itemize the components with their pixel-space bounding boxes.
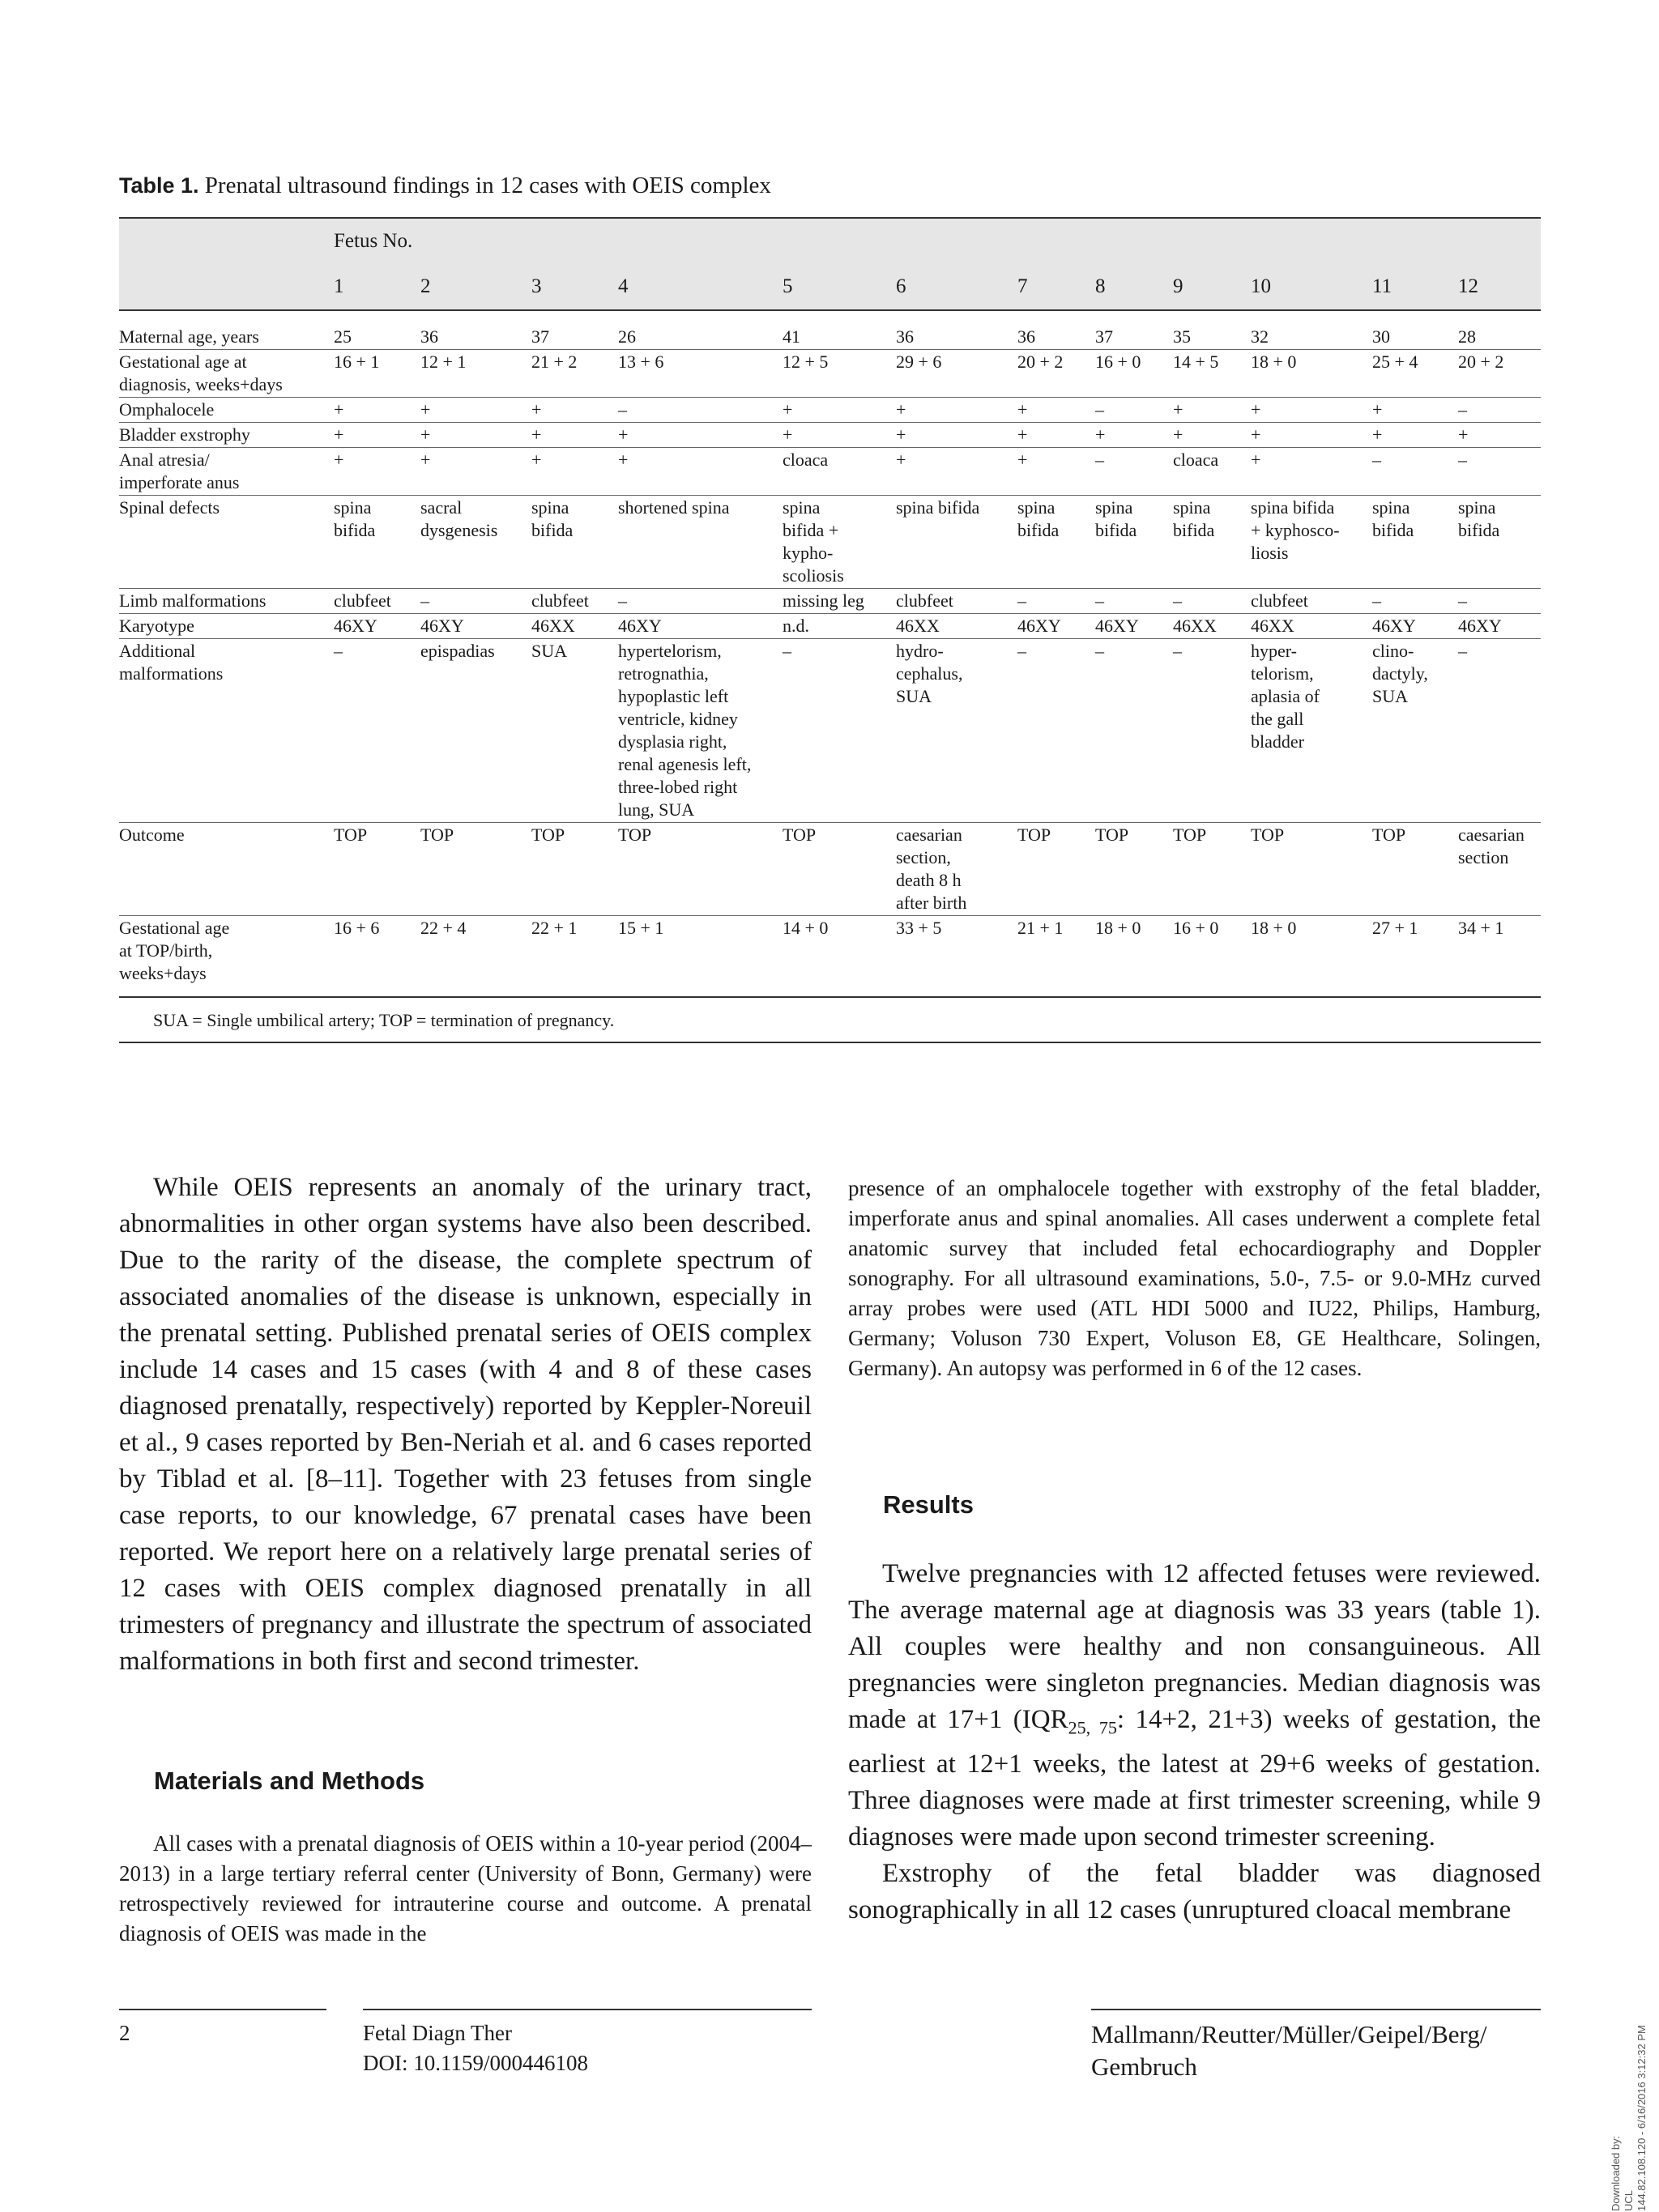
table-cell: 46XY (1458, 614, 1541, 639)
table-row (119, 398, 1541, 423)
results-heading: Results (883, 1490, 974, 1519)
methods-continued: presence of an omphalocele together with exstrophy of the fetal bladder, imperforate anus and spinal anomalies. All cases underwent a complete fetal anatomic survey that included fetal echocardiography and Doppler sonography. For all ultrasound examinations, 5.0-, 7.5- or 9.0-MHz curved array probes were used (ATL HDI 5000 and IU22, Philips, Hamburg, Germany; Voluson 730 Expert, Voluson E8, GE Healthcare, Solingen, Germany). An autopsy was performed in 6 of the 12 cases. (848, 1176, 1541, 1380)
table-cell: + (1251, 398, 1372, 423)
table-cell: – (1372, 448, 1458, 496)
table-cell: + (531, 423, 618, 448)
table-cell: 12 + 5 (783, 350, 896, 398)
table-cell: TOP (1372, 823, 1458, 916)
table-cell: – (1173, 639, 1251, 823)
table-cell: + (783, 398, 896, 423)
row-label: Karyotype (119, 614, 334, 639)
results-text-b: : 14+2, 21+3) weeks of gestation, the earliest at 12+1 weeks, the latest at 29+6 weeks of gestation. Three diagnoses were made at first trimester screening, while 9 diagnoses were made upon second trimester screening. (848, 1705, 1542, 1852)
row-label: Gestational age at diagnosis, weeks+days (119, 350, 334, 398)
left-column (119, 1170, 812, 1680)
table-cell: 20 + 2 (1017, 350, 1095, 398)
doi: DOI: 10.1159/000446108 (363, 2051, 588, 2075)
fetus-number: 2 (420, 264, 531, 310)
table-cell: + (420, 423, 531, 448)
table-cell: 46XX (531, 614, 618, 639)
table-cell: 25 (334, 326, 352, 347)
fetus-group-header: Fetus No. (334, 218, 1541, 264)
fetus-number: 7 (1017, 264, 1095, 310)
table-row (119, 423, 1541, 448)
fetus-number: 3 (531, 264, 618, 310)
table-cell: 18 + 0 (1251, 350, 1372, 398)
table-cell: spina bifida + kyphosco- liosis (1251, 496, 1372, 589)
table-cell: hydro- cephalus, SUA (896, 639, 1017, 823)
table-cell: – (1173, 589, 1251, 614)
table-cell: 21 + 2 (531, 350, 618, 398)
results-text-a: Twelve pregnancies with 12 affected fetuses were reviewed. The average maternal age at diagnosis was 33 years (table 1). All couples were healthy and non consanguineous. All pregnancies were singleton pregnancies. Median diagnosis was made at 17+1 (IQR (848, 1559, 1541, 1734)
table-cell: + (783, 423, 896, 448)
fetus-number: 12 (1458, 264, 1541, 310)
table-cell: 18 + 0 (1251, 916, 1372, 998)
row-label: Maternal age, years (119, 326, 259, 347)
table-cell: 26 (618, 326, 636, 347)
table-cell: 22 + 4 (420, 916, 531, 998)
row-label: Spinal defects (119, 496, 334, 589)
table-cell: clubfeet (531, 589, 618, 614)
table-cell: + (334, 398, 420, 423)
table-cell: – (783, 639, 896, 823)
iqr-subscript: 25, 75 (1068, 1717, 1117, 1738)
authors-line-2: Gembruch (1091, 2052, 1197, 2081)
table-cell: + (1173, 398, 1251, 423)
row-label: Omphalocele (119, 398, 334, 423)
table-cell: + (1017, 423, 1095, 448)
table-cell: 46XY (618, 614, 783, 639)
methods-block (119, 1829, 812, 1949)
table-cell: + (334, 423, 420, 448)
table-cell: clubfeet (1251, 589, 1372, 614)
table-cell: – (1458, 589, 1541, 614)
table-cell: + (896, 448, 1017, 496)
download-note: Downloaded by: (1610, 2135, 1622, 2211)
table-cell: 13 + 6 (618, 350, 783, 398)
table-cell: – (1017, 639, 1095, 823)
table-cell: – (1017, 589, 1095, 614)
table-body (119, 310, 1541, 997)
table-cell: + (1017, 448, 1095, 496)
table-cell: + (1251, 423, 1372, 448)
table-cell: + (1458, 423, 1541, 448)
row-label: Gestational age at TOP/birth, weeks+days (119, 916, 334, 998)
table-caption (119, 173, 771, 199)
table-cell: caesarian section, death 8 h after birth (896, 823, 1017, 916)
table-cell: 33 + 5 (896, 916, 1017, 998)
footer-rule-middle (363, 2009, 812, 2010)
table-cell: 36 (896, 326, 914, 347)
table-cell: 46XY (420, 614, 531, 639)
table-cell: 16 + 0 (1173, 916, 1251, 998)
table-cell: spina bifida (896, 496, 1017, 589)
right-column-top (848, 1174, 1541, 1383)
table-cell: TOP (1251, 823, 1372, 916)
table-row (119, 916, 1541, 998)
table-cell: TOP (783, 823, 896, 916)
table-cell: 37 (531, 326, 549, 347)
table-cell: – (334, 639, 420, 823)
journal-info (363, 2018, 588, 2078)
table-cell: 16 + 1 (334, 350, 420, 398)
table-cell: – (1458, 639, 1541, 823)
table-label: Table 1. (119, 173, 199, 198)
table-cell: 35 (1173, 326, 1191, 347)
table-cell: + (618, 448, 783, 496)
table-cell: sacral dysgenesis (420, 496, 531, 589)
table-cell: TOP (420, 823, 531, 916)
table-cell: 15 + 1 (618, 916, 783, 998)
table-cell: + (1251, 448, 1372, 496)
row-label: Limb malformations (119, 589, 334, 614)
table-row (119, 310, 1541, 350)
fetus-number: 1 (334, 264, 420, 310)
fetus-number: 8 (1095, 264, 1173, 310)
journal-name: Fetal Diagn Ther (363, 2021, 512, 2045)
table-cell: TOP (1095, 823, 1173, 916)
table-cell: 14 + 0 (783, 916, 896, 998)
fetus-number-row (119, 264, 1541, 310)
table-cell: – (1372, 589, 1458, 614)
footer-rule-left (119, 2009, 326, 2010)
table-cell: + (334, 448, 420, 496)
table-cell: 18 + 0 (1095, 916, 1173, 998)
table-cell: clubfeet (896, 589, 1017, 614)
table-cell: 46XY (334, 614, 420, 639)
table-cell: 25 + 4 (1372, 350, 1458, 398)
table-cell: + (896, 423, 1017, 448)
table-cell: – (618, 398, 783, 423)
page-number: 2 (119, 2021, 130, 2045)
results-block (848, 1556, 1541, 1929)
table-cell: TOP (618, 823, 783, 916)
table-cell: TOP (334, 823, 420, 916)
table-cell: – (1095, 589, 1173, 614)
table-footnote: SUA = Single umbilical artery; TOP = termination of pregnancy. (119, 997, 1541, 1042)
table-cell: 27 + 1 (1372, 916, 1458, 998)
fetus-number: 4 (618, 264, 783, 310)
table-cell: hyper- telorism, aplasia of the gall bladder (1251, 639, 1372, 823)
table-cell: spina bifida (1372, 496, 1458, 589)
table-cell: 46XY (1095, 614, 1173, 639)
fetus-number: 6 (896, 264, 1017, 310)
table-cell: + (420, 398, 531, 423)
table-cell: – (1095, 398, 1173, 423)
table-cell: 34 + 1 (1458, 916, 1541, 998)
table-cell: + (420, 448, 531, 496)
results-paragraph-2: Exstrophy of the fetal bladder was diagnosed sonographically in all 12 cases (unruptured cloacal membrane (848, 1858, 1541, 1924)
table-cell: TOP (531, 823, 618, 916)
table-cell: + (531, 398, 618, 423)
table-row (119, 823, 1541, 916)
table-cell: SUA (531, 639, 618, 823)
table-cell: caesarian section (1458, 823, 1541, 916)
row-label: Outcome (119, 823, 334, 916)
table-cell: + (1095, 423, 1173, 448)
table-cell: 16 + 6 (334, 916, 420, 998)
table-cell: 46XX (896, 614, 1017, 639)
authors (1091, 2018, 1486, 2083)
download-institution: UCL (1623, 2189, 1635, 2211)
row-label: Bladder exstrophy (119, 423, 334, 448)
table-cell: 22 + 1 (531, 916, 618, 998)
table-cell: TOP (1173, 823, 1251, 916)
table-row (119, 448, 1541, 496)
table-cell: TOP (1017, 823, 1095, 916)
table-cell: – (1095, 448, 1173, 496)
table-cell: spina bifida (531, 496, 618, 589)
table-cell: hypertelorism, retrognathia, hypoplastic left ventricle, kidney dysplasia right, renal agenesis left, three-lobed right lung, SUA (618, 639, 783, 823)
table-cell: 46XX (1251, 614, 1372, 639)
table-cell: cloaca (1173, 448, 1251, 496)
table-cell: 28 (1458, 326, 1476, 347)
table-cell: + (531, 448, 618, 496)
fetus-number: 5 (783, 264, 896, 310)
download-ip: 144.82.108.120 - 6/16/2016 3:12:32 PM (1636, 2025, 1648, 2211)
fetus-number: 11 (1372, 264, 1458, 310)
table-cell: spina bifida + kypho- scoliosis (783, 496, 896, 589)
table-cell: clubfeet (334, 589, 420, 614)
table-cell: 30 (1372, 326, 1390, 347)
table-row (119, 614, 1541, 639)
table-cell: spina bifida (1017, 496, 1095, 589)
table-cell: + (1372, 423, 1458, 448)
methods-paragraph: All cases with a prenatal diagnosis of OEIS within a 10-year period (2004–2013) in a large tertiary referral center (University of Bonn, Germany) were retrospectively reviewed for intrauterine course and outcome. A prenatal diagnosis of OEIS was made in the (119, 1831, 812, 1946)
table-cell: + (618, 423, 783, 448)
table-cell: shortened spina (618, 496, 783, 589)
table-row (119, 639, 1541, 823)
table-cell: – (1458, 448, 1541, 496)
table-cell: + (896, 398, 1017, 423)
table-title: Prenatal ultrasound findings in 12 cases with OEIS complex (204, 173, 771, 198)
table-cell: – (1458, 398, 1541, 423)
table-cell: 46XX (1173, 614, 1251, 639)
table-cell: epispadias (420, 639, 531, 823)
table-cell: 20 + 2 (1458, 350, 1541, 398)
results-paragraph-1 (848, 1556, 1541, 1856)
table-cell: 14 + 5 (1173, 350, 1251, 398)
table-cell: 16 + 0 (1095, 350, 1173, 398)
table-cell: + (1372, 398, 1458, 423)
table-cell: spina bifida (1173, 496, 1251, 589)
table-cell: cloaca (783, 448, 896, 496)
table-row (119, 589, 1541, 614)
row-label: Additional malformations (119, 639, 334, 823)
row-label: Anal atresia/ imperforate anus (119, 448, 334, 496)
table-cell: 46XY (1017, 614, 1095, 639)
table-cell: 12 + 1 (420, 350, 531, 398)
table-cell: n.d. (783, 614, 896, 639)
table-row (119, 496, 1541, 589)
table-cell: 37 (1095, 326, 1113, 347)
authors-line-1: Mallmann/Reutter/Müller/Geipel/Berg/ (1091, 2020, 1487, 2048)
table-cell: spina bifida (1095, 496, 1173, 589)
table-cell: – (420, 589, 531, 614)
table-row (119, 350, 1541, 398)
table-cell: 41 (783, 326, 800, 347)
intro-paragraph: While OEIS represents an anomaly of the urinary tract, abnormalities in other organ systems have also been described. Due to the rarity of the disease, the complete spectrum of associated anomalies of the disease is unknown, especially in the prenatal setting. Published prenatal series of OEIS complex include 14 cases and 15 cases (with 4 and 8 of these cases diagnosed prenatally, respectively) reported by Keppler-Noreuil et al., 9 cases reported by Ben-Neriah et al. and 6 cases reported by Tiblad et al. [8–11]. Together with 23 fetuses from single case reports, to our knowledge, 67 prenatal cases have been reported. We report here on a relatively large prenatal series of 12 cases with OEIS complex diagnosed prenatally in all trimesters of pregnancy and illustrate the spectrum of associated malformations in both first and second trimester. (119, 1173, 812, 1676)
table-cell: 46XY (1372, 614, 1458, 639)
download-stamp (1610, 1976, 1648, 2211)
table-cell: + (1017, 398, 1095, 423)
table-cell: spina bifida (1458, 496, 1541, 589)
table-cell: clino- dactyly, SUA (1372, 639, 1458, 823)
table-cell: + (1173, 423, 1251, 448)
table-cell: 21 + 1 (1017, 916, 1095, 998)
methods-heading: Materials and Methods (154, 1767, 425, 1795)
table-cell: 29 + 6 (896, 350, 1017, 398)
fetus-number: 9 (1173, 264, 1251, 310)
findings-table (119, 217, 1541, 1043)
table-cell: spina bifida (334, 496, 420, 589)
fetus-number: 10 (1251, 264, 1372, 310)
table-cell: – (1095, 639, 1173, 823)
table-cell: 36 (420, 326, 438, 347)
footer-rule-right (1091, 2009, 1541, 2010)
table-cell: missing leg (783, 589, 896, 614)
table-cell: – (618, 589, 783, 614)
table-cell: 32 (1251, 326, 1269, 347)
table-cell: 36 (1017, 326, 1035, 347)
